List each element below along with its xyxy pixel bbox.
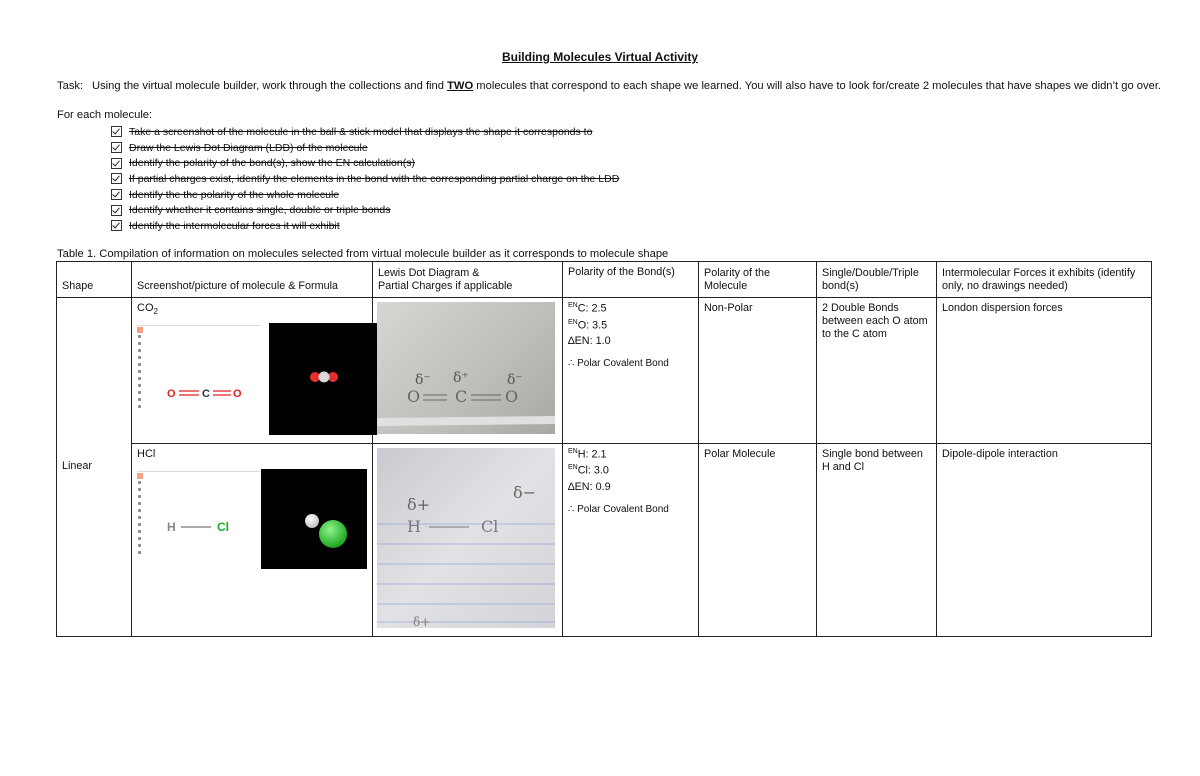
bond-conclusion: ∴ Polar Covalent Bond bbox=[568, 503, 669, 515]
en-value bbox=[568, 302, 693, 316]
header-imf-line2: only, no drawings needed) bbox=[942, 280, 1068, 293]
en-text: C: 2.5 bbox=[577, 302, 607, 315]
formula bbox=[137, 302, 367, 317]
lewis-photo-cell bbox=[373, 298, 563, 444]
checklist-item bbox=[111, 140, 619, 156]
checklist-item-text: Draw the Lewis Dot Diagram (LDD) of the molecule bbox=[129, 141, 368, 154]
molecule-screenshot bbox=[137, 319, 367, 439]
lewis-dot-photo bbox=[377, 302, 555, 434]
paper-edge bbox=[377, 420, 555, 422]
imf-cell: Dipole-dipole interaction bbox=[937, 443, 1152, 636]
page-title: Building Molecules Virtual Activity bbox=[501, 50, 699, 64]
header-molecule-polarity-line1: Polarity of the bbox=[704, 267, 771, 280]
bond-polarity-cell bbox=[563, 298, 699, 444]
checklist-item bbox=[111, 202, 619, 218]
header-imf-line1: Intermolecular Forces it exhibits (identify bbox=[942, 267, 1136, 280]
table-header-row bbox=[57, 262, 1152, 298]
checked-box-icon[interactable] bbox=[111, 126, 122, 137]
requirements-checklist bbox=[111, 124, 619, 234]
checklist-item bbox=[111, 155, 619, 171]
editor-atom-o: O bbox=[233, 387, 242, 400]
for-each-heading: For each molecule: bbox=[57, 109, 153, 121]
en-value bbox=[568, 464, 693, 478]
checklist-item bbox=[111, 171, 619, 187]
task-text-after: molecules that correspond to each shape we learned. You will also have to look for/create 2 molecules that have shapes we didn’t go over. bbox=[473, 80, 1162, 92]
en-value bbox=[568, 319, 693, 333]
task-text-before: Using the virtual molecule builder, work through the collections and find bbox=[92, 80, 448, 92]
partial-charge-label: δ− bbox=[513, 482, 537, 502]
ldd-atom: C bbox=[455, 387, 468, 406]
header-molecule-polarity-line2: Molecule bbox=[704, 280, 748, 293]
header-imf bbox=[937, 262, 1152, 298]
checklist-item-text: Identify whether it contains single, double or triple bonds bbox=[129, 204, 391, 217]
en-sup: EN bbox=[568, 318, 578, 326]
partial-charge-label: δ⁻ bbox=[507, 372, 523, 388]
ldd-atom: H bbox=[407, 516, 421, 536]
header-lewis bbox=[373, 262, 563, 298]
lewis-dot-drawing bbox=[377, 448, 555, 628]
partial-charge-label: δ⁺ bbox=[453, 370, 469, 386]
en-text: O: 3.5 bbox=[577, 319, 608, 332]
en-text: Cl: 3.0 bbox=[577, 464, 609, 477]
checked-box-icon[interactable] bbox=[111, 220, 122, 231]
partial-charge-label: δ⁻ bbox=[415, 372, 431, 388]
screenshot-cell bbox=[132, 443, 373, 636]
molecule-builder-editor bbox=[137, 465, 261, 583]
ldd-atom: O bbox=[407, 387, 421, 406]
header-bond-polarity: Polarity of the Bond(s) bbox=[563, 262, 699, 298]
checked-box-icon[interactable] bbox=[111, 142, 122, 153]
checklist-item-text: Identify the the polarity of the whole molecule bbox=[129, 188, 340, 201]
checked-box-icon[interactable] bbox=[111, 205, 122, 216]
bond-type-cell: 2 Double Bonds between each O atom to the C atom bbox=[817, 298, 937, 444]
editor-atom-h: H bbox=[167, 519, 176, 534]
formula-base: CO bbox=[137, 302, 154, 314]
lewis-dot-photo bbox=[377, 448, 555, 628]
screenshot-cell bbox=[132, 298, 373, 444]
checked-box-icon[interactable] bbox=[111, 173, 122, 184]
editor-atom-c: C bbox=[202, 387, 210, 400]
header-bond-type bbox=[817, 262, 937, 298]
lewis-photo-cell bbox=[373, 443, 563, 636]
molecule-table bbox=[56, 261, 1152, 637]
bond-conclusion: ∴ Polar Covalent Bond bbox=[568, 358, 669, 370]
checked-box-icon[interactable] bbox=[111, 189, 122, 200]
ball-stick-model bbox=[269, 323, 377, 435]
checklist-item-text: Identify the intermolecular forces it will exhibit bbox=[129, 219, 340, 232]
editor-structure bbox=[137, 319, 261, 437]
shape-cell: Linear bbox=[57, 298, 132, 637]
header-molecule-polarity bbox=[699, 262, 817, 298]
en-sup: EN bbox=[568, 302, 578, 309]
header-lewis-line1: Lewis Dot Diagram & bbox=[378, 267, 480, 280]
bond-polarity-cell bbox=[563, 443, 699, 636]
header-bond-type-line1: Single/Double/Triple bbox=[822, 267, 919, 280]
checklist-item-text: If partial charges exist, identify the elements in the bond with the corresponding partial charge on the LDD bbox=[129, 172, 620, 185]
header-lewis-line2: Partial Charges if applicable bbox=[378, 280, 513, 293]
header-shape: Shape bbox=[57, 262, 132, 298]
en-sup: EN bbox=[568, 447, 578, 455]
delta-en: ∆EN: 1.0 bbox=[568, 335, 611, 348]
formula-base: HCl bbox=[137, 447, 156, 460]
molecule-builder-editor bbox=[137, 319, 261, 437]
checklist-item bbox=[111, 218, 619, 234]
lewis-dot-drawing bbox=[377, 302, 555, 434]
carbon-atom-icon bbox=[319, 371, 330, 382]
editor-atom-o: O bbox=[167, 387, 176, 400]
ldd-atom: Cl bbox=[481, 516, 499, 536]
task-paragraph bbox=[57, 80, 1161, 92]
molecule-polarity-cell: Polar Molecule bbox=[699, 443, 817, 636]
ball-stick-render bbox=[261, 469, 367, 569]
table-caption: Table 1. Compilation of information on molecules selected from virtual molecule builder as it corresponds to molecule shape bbox=[57, 248, 669, 260]
formula-subscript: 2 bbox=[153, 307, 158, 317]
notebook-lines bbox=[377, 524, 555, 622]
checked-box-icon[interactable] bbox=[111, 158, 122, 169]
header-bond-type-line2: bond(s) bbox=[822, 280, 859, 293]
bond-type-cell: Single bond between H and Cl bbox=[817, 443, 937, 636]
editor-structure bbox=[137, 465, 261, 583]
en-sup: EN bbox=[568, 464, 578, 472]
partial-charge-label: δ+ bbox=[407, 494, 431, 514]
en-value bbox=[568, 448, 693, 462]
task-emphasis: TWO bbox=[447, 80, 474, 92]
en-text: H: 2.1 bbox=[577, 448, 607, 461]
table-row bbox=[57, 443, 1152, 636]
checklist-item bbox=[111, 187, 619, 203]
partial-charge-label: δ+ bbox=[413, 614, 431, 628]
editor-atom-cl: Cl bbox=[217, 519, 229, 534]
checklist-item-text: Identify the polarity of the bond(s), show the EN calculation(s) bbox=[129, 157, 415, 170]
checklist-item-text: Take a screenshot of the molecule in the ball & stick model that displays the shape it corresponds to bbox=[129, 125, 593, 138]
molecule-screenshot bbox=[137, 465, 367, 577]
molecule-polarity-cell: Non-Polar bbox=[699, 298, 817, 444]
ball-stick-render bbox=[269, 323, 377, 435]
ball-stick-model bbox=[261, 469, 367, 569]
ldd-atom: O bbox=[505, 387, 519, 406]
task-label: Task: bbox=[57, 80, 84, 92]
formula bbox=[137, 448, 367, 463]
imf-cell: London dispersion forces bbox=[937, 298, 1152, 444]
chlorine-atom-icon bbox=[319, 520, 347, 548]
delta-en: ∆EN: 0.9 bbox=[568, 480, 611, 493]
table-row bbox=[57, 298, 1152, 444]
header-screenshot: Screenshot/picture of molecule & Formula bbox=[132, 262, 373, 298]
checklist-item bbox=[111, 124, 619, 140]
hydrogen-atom-icon bbox=[305, 514, 319, 528]
